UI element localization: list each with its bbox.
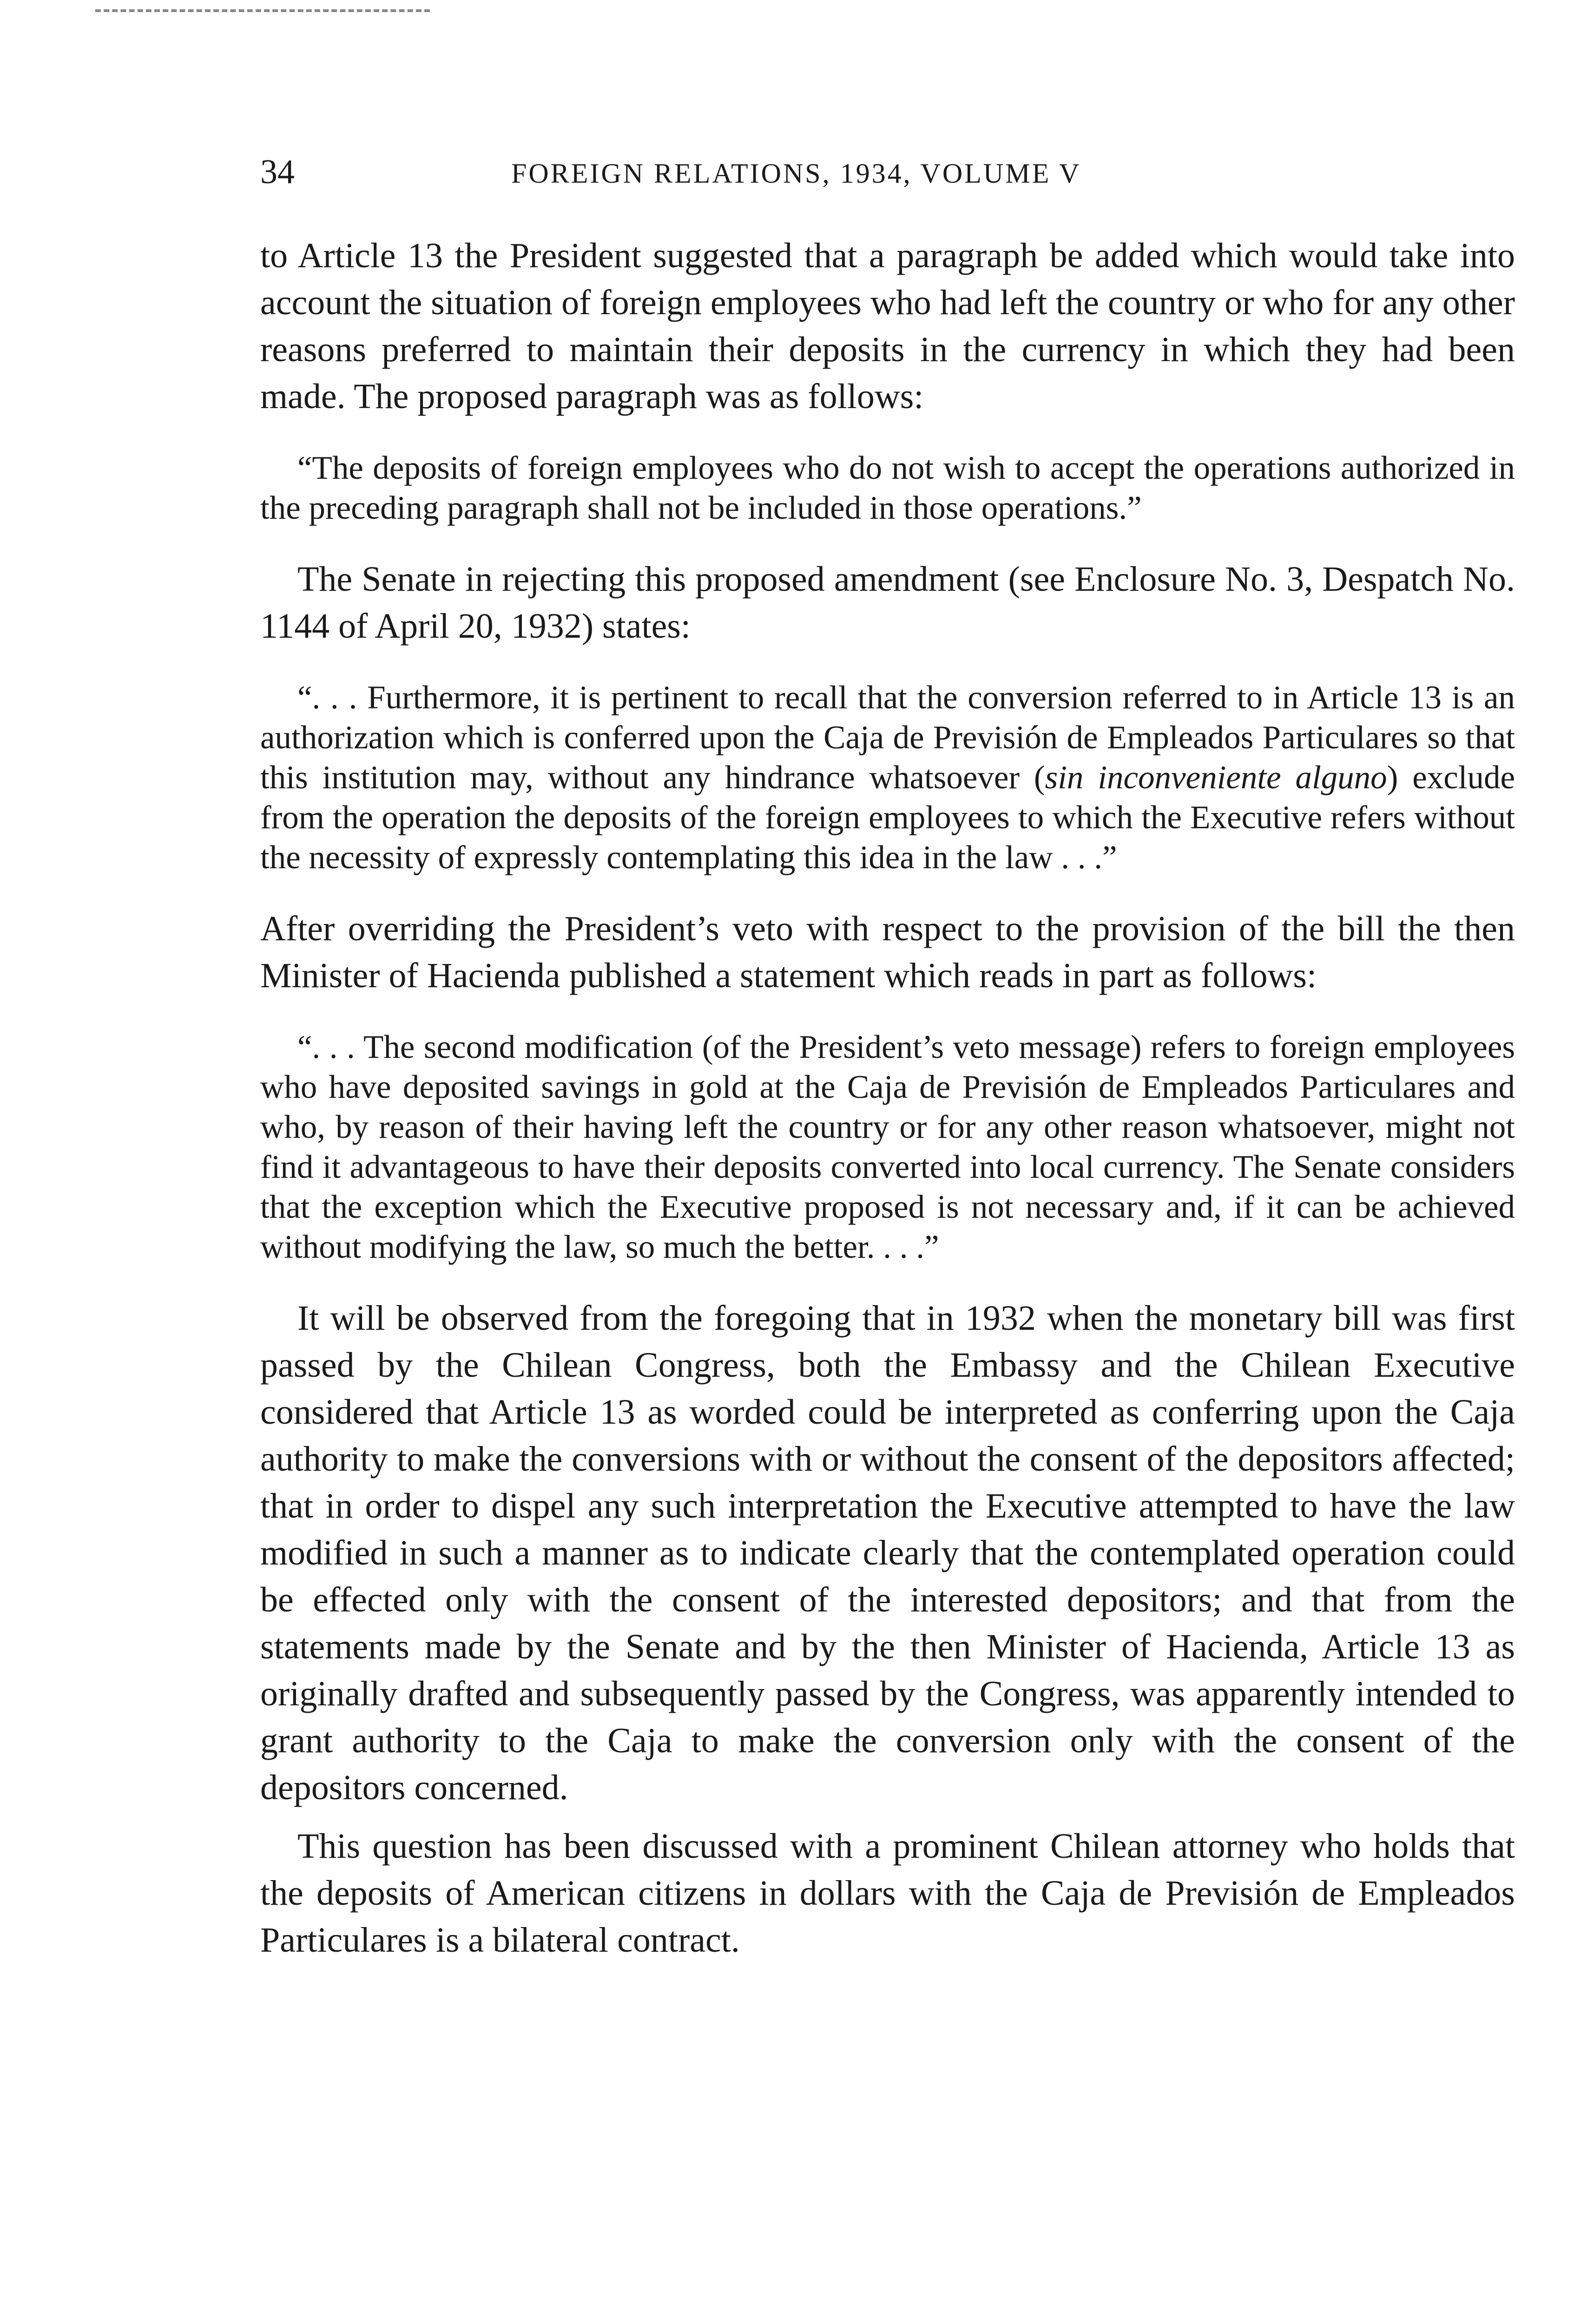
quote-3: “. . . The second modification (of the President’s veto message) refers to foreign employees who have deposited savings in gold at the Caja de Previsión de Empleados Particulares and who, by reason of their having left the country or for any other reason whatsoever, might not find it advantageous to have their deposits converted into local currency. The Senate considers that the exception which the Executive proposed is not necessary and, if it can be achieved without modifying the law, so much the better. . . .” (260, 1029, 1515, 1265)
page-header (260, 149, 1524, 200)
running-title: FOREIGN RELATIONS, 1934, VOLUME V (511, 158, 1081, 189)
top-rule (95, 9, 430, 12)
paragraph-3: After overriding the President’s veto with respect to the provision of the bill the then Minister of Hacienda published a statement which reads in part as follows: (260, 909, 1515, 995)
quote-2 (260, 678, 1515, 878)
paragraph-2: The Senate in rejecting this proposed amendment (see Enclosure No. 3, Despatch No. 1144 of April 20, 1932) states: (260, 560, 1515, 646)
page-number: 34 (260, 153, 295, 191)
quote-1: “The deposits of foreign employees who do not wish to accept the operations authorized in the preceding paragraph shall not be included in those operations.” (260, 450, 1515, 526)
quote-2-part-2: ) exclude from the operation the deposits of the foreign employees to which the Executive refers without the necessity of expressly contemplating this idea in the law . . .” (260, 759, 1515, 876)
quote-2-part-1: “. . . Furthermore, it is pertinent to recall that the conversion referred to in Article 13 is an authorization which is conferred upon the Caja de Previsión de Empleados Particulares so that this institution may, without any hindrance whatsoever ( (260, 680, 1515, 796)
paragraph-4: It will be observed from the foregoing that in 1932 when the monetary bill was first passed by the Chilean Congress, both the Embassy and the Chilean Executive considered that Article 13 as worded could be interpreted as conferring upon the Caja authority to make the conversions with or without the consent of the depositors affected; that in order to dispel any such interpretation the Executive attempted to have the law modified in such a manner as to indicate clearly that the contemplated operation could be effected only with the consent of the interested depositors; and that from the statements made by the Senate and by the then Minister of Hacienda, Article 13 as originally drafted and subsequently passed by the Congress, was apparently intended to grant authority to the Caja to make the conversion only with the consent of the depositors concerned. (260, 1299, 1515, 1807)
quote-2-italic-phrase: sin inconveniente alguno (1045, 759, 1387, 796)
body-text (260, 232, 1515, 1964)
paragraph-5: This question has been discussed with a prominent Chilean attorney who holds that the deposits of American citizens in dollars with the Caja de Previsión de Empleados Particulares is a bilateral contract. (260, 1827, 1515, 1960)
paragraph-1: to Article 13 the President suggested that a paragraph be added which would take into account the situation of foreign employees who had left the country or who for any other reasons preferred to maintain their deposits in the currency in which they had been made. The proposed paragraph was as follows: (260, 236, 1515, 416)
